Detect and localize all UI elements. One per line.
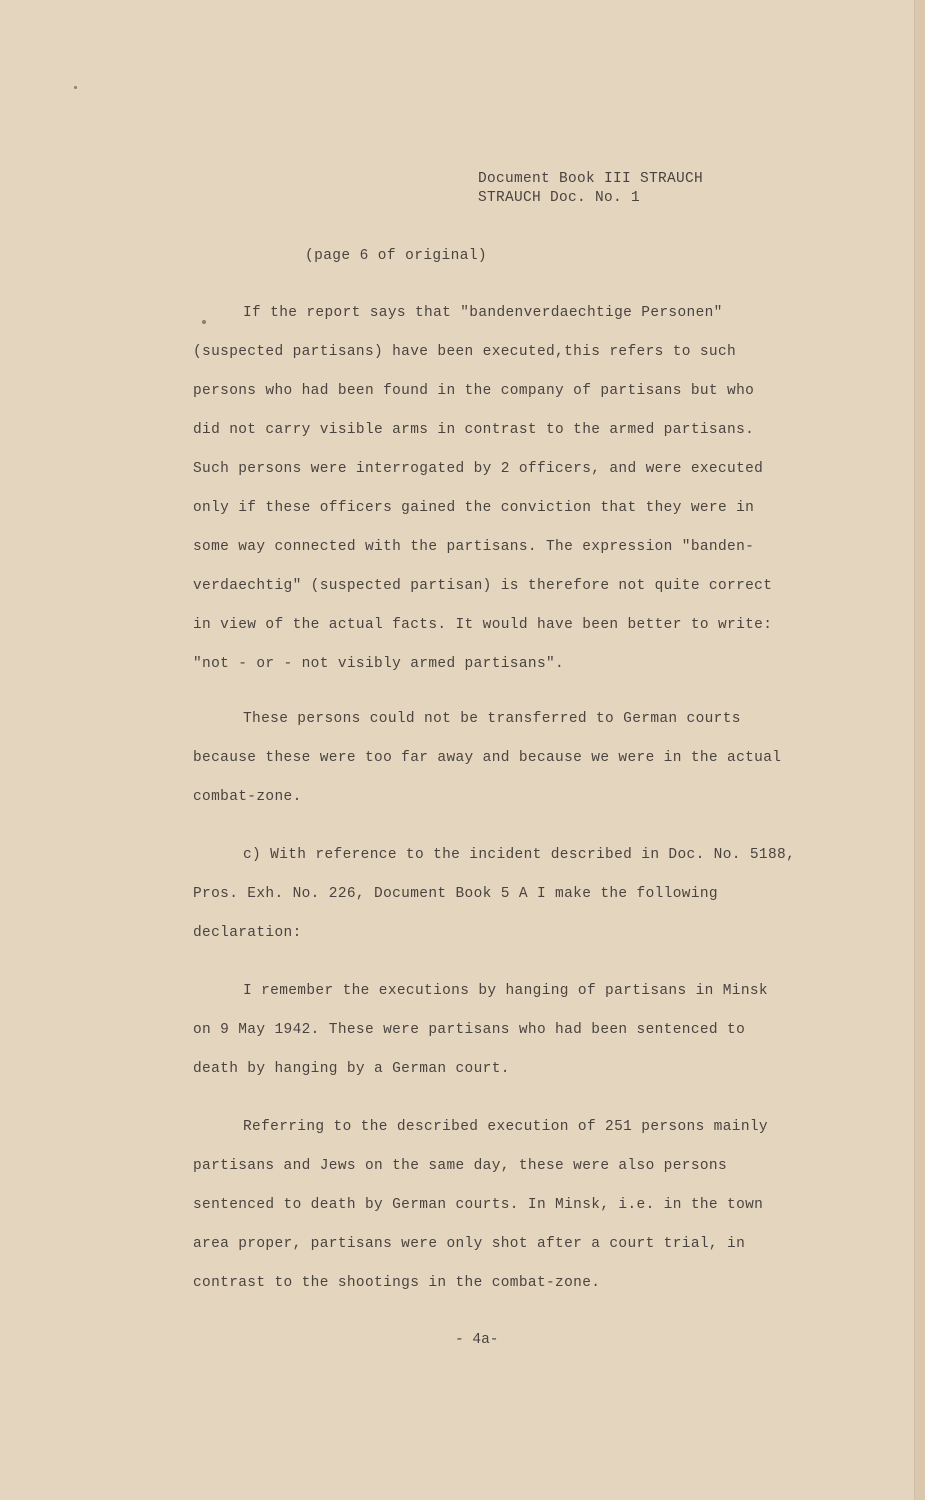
text-line: (suspected partisans) have been executed,this refers to such	[193, 344, 737, 360]
text-line: "not - or - not visibly armed partisans".	[193, 656, 565, 672]
text-line: declaration:	[193, 925, 302, 941]
text-line: verdaechtig" (suspected partisan) is therefore not quite correct	[193, 578, 773, 594]
page-number: - 4a-	[455, 1332, 499, 1348]
text-line: on 9 May 1942. These were partisans who had been sentenced to	[193, 1022, 746, 1038]
text-line: did not carry visible arms in contrast to the armed partisans.	[193, 422, 755, 438]
paragraph-suspected-partisans	[193, 294, 843, 684]
text-line: c) With reference to the incident described in Doc. No. 5188,	[243, 847, 796, 863]
paragraph-incident-reference	[193, 836, 843, 953]
text-line: partisans and Jews on the same day, these were also persons	[193, 1158, 728, 1174]
text-line: area proper, partisans were only shot after a court trial, in	[193, 1236, 746, 1252]
paragraph-german-courts	[193, 700, 843, 817]
text-line: death by hanging by a German court.	[193, 1061, 510, 1077]
text-line: combat-zone.	[193, 789, 302, 805]
text-line: I remember the executions by hanging of partisans in Minsk	[243, 983, 768, 999]
header-line-doc: STRAUCH Doc. No. 1	[478, 190, 641, 206]
text-line: sentenced to death by German courts. In Minsk, i.e. in the town	[193, 1197, 764, 1213]
text-line: because these were too far away and because we were in the actual	[193, 750, 782, 766]
text-line: Pros. Exh. No. 226, Document Book 5 A I make the following	[193, 886, 718, 902]
original-page-reference: (page 6 of original)	[305, 248, 488, 264]
text-line: only if these officers gained the conviction that they were in	[193, 500, 755, 516]
text-line: If the report says that "bandenverdaechtige Personen"	[243, 305, 723, 321]
document-header	[478, 170, 703, 208]
text-line: Referring to the described execution of 251 persons mainly	[243, 1119, 768, 1135]
paragraph-described-execution	[193, 1108, 843, 1303]
header-line-book: Document Book III STRAUCH	[478, 171, 704, 187]
text-line: some way connected with the partisans. The expression "banden-	[193, 539, 755, 555]
ink-speck	[74, 86, 77, 89]
text-line: in view of the actual facts. It would have been better to write:	[193, 617, 773, 633]
text-line: persons who had been found in the company of partisans but who	[193, 383, 755, 399]
paragraph-minsk-hangings	[193, 972, 843, 1089]
text-line: Such persons were interrogated by 2 officers, and were executed	[193, 461, 764, 477]
text-line: These persons could not be transferred to German courts	[243, 711, 741, 727]
text-line: contrast to the shootings in the combat-zone.	[193, 1275, 601, 1291]
page-edge	[914, 0, 925, 1500]
